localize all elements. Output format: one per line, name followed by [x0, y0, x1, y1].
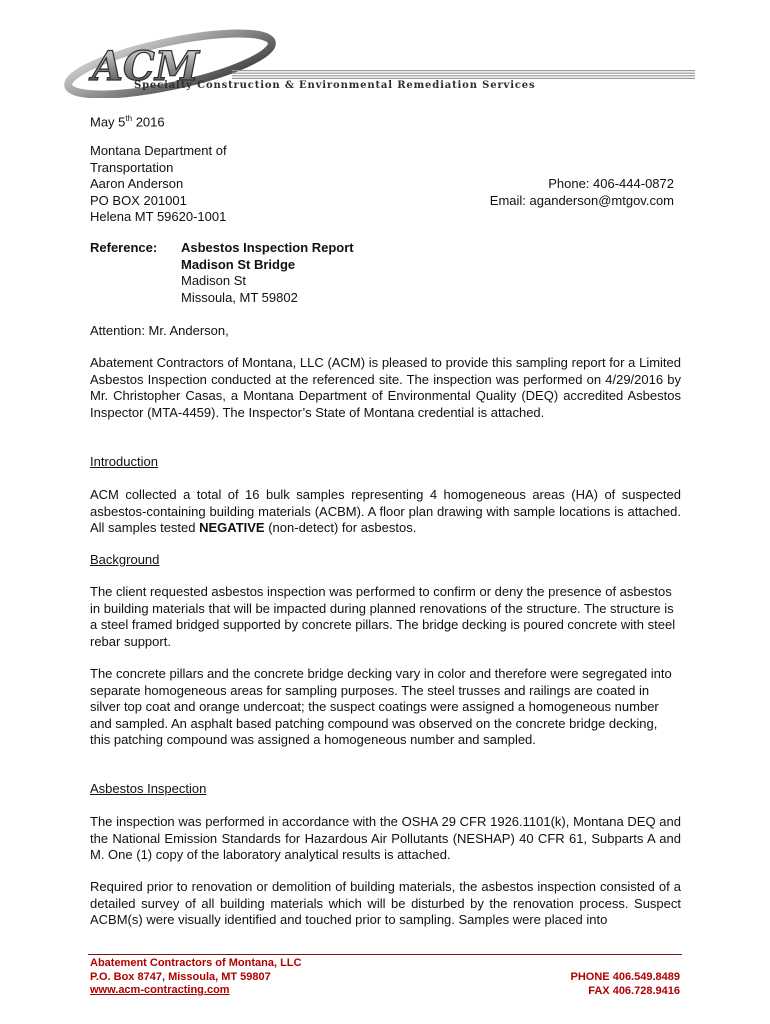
footer-fax: FAX 406.728.9416 — [588, 984, 680, 997]
reference-street: Madison St — [181, 273, 247, 289]
recipient-contact — [450, 176, 674, 209]
attention-line: Attention: Mr. Anderson, — [90, 323, 229, 338]
recipient-po-box: PO BOX 201001 — [90, 192, 187, 208]
reference-city: Missoula, MT 59802 — [181, 289, 298, 305]
footer-phone: PHONE 406.549.8489 — [570, 971, 680, 983]
reference-block — [181, 240, 354, 306]
background-paragraph-2: The concrete pillars and the concrete bridge decking vary in color and therefore were segregated into separate homogeneous areas for sampling purposes. The steel trusses and railings are coated in silver top coat and orange undercoat; the suspect coatings were assigned a homogeneous number and sampled. An asphalt based patching compound was observed on the concrete bridge decking, this patching compound was assigned a homogeneous number and sampled. — [90, 666, 672, 748]
company-tagline: Specialty Construction & Environmental Remediation Services — [134, 80, 536, 91]
recipient-name: Aaron Anderson — [90, 176, 184, 192]
reference-subtitle: Madison St Bridge — [181, 256, 296, 272]
intro-paragraph: Abatement Contractors of Montana, LLC (ACM) is pleased to provide this sampling report for a Limited Asbestos Inspection conducted at the referenced site. The inspection was performed on 4/29/2016 by Mr. Christopher Casas, a Montana Department of Environmental Quality (DEQ) accredited Asbestos Inspector (MTA-4459). The Inspector’s State of Montana credential is attached. — [90, 355, 681, 420]
introduction-heading: Introduction — [90, 454, 158, 469]
reference-title: Asbestos Inspection Report — [181, 240, 354, 255]
footer-website-link[interactable]: www.acm-contracting.com — [90, 984, 230, 996]
asbestos-inspection-heading: Asbestos Inspection — [90, 781, 207, 796]
asbestos-inspection-paragraph-2: Required prior to renovation or demolition of building materials, the asbestos inspection consisted of a detailed survey of all building materials which will be disturbed by the renovation process. Suspect ACBM(s) were visually identified and touched prior to sampling. Samples were placed into — [90, 879, 681, 928]
footer-company-name: Abatement Contractors of Montana, LLC — [90, 957, 302, 969]
reference-label: Reference: — [90, 240, 158, 255]
recipient-phone: Phone: 406-444-0872 — [548, 176, 674, 191]
footer-contact-numbers — [480, 971, 680, 998]
asbestos-inspection-paragraph-1: The inspection was performed in accordance with the OSHA 29 CFR 1926.1101(k), Montana DEQ and the National Emission Standards for Hazardous Air Pollutants (NESHAP) 40 CFR 61, Subparts A and M. One (1) copy of the laboratory analytical results is attached. — [90, 814, 681, 863]
introduction-paragraph: ACM collected a total of 16 bulk samples representing 4 homogeneous areas (HA) of suspected asbestos-containing building materials (ACBM). A floor plan drawing with sample locations is attached. All samples tested NEGATIVE (non-detect) for asbestos. — [90, 487, 681, 536]
recipient-city: Helena MT 59620-1001 — [90, 209, 227, 225]
footer-divider — [88, 954, 682, 955]
header-stripes — [232, 70, 695, 79]
recipient-address — [90, 143, 227, 226]
recipient-org-line2: Transportation — [90, 159, 174, 175]
footer-address: P.O. Box 8747, Missoula, MT 59807 — [90, 970, 271, 983]
background-paragraph-1: The client requested asbestos inspection was performed to confirm or deny the presence of asbestos in building materials that will be impacted during planned renovations of the structure. The structure is a steel framed bridged supported by concrete pillars. The bridge decking is poured concrete with steel rebar support. — [90, 584, 676, 649]
background-heading: Background — [90, 552, 160, 567]
recipient-email: Email: aganderson@mtgov.com — [489, 192, 674, 208]
recipient-org-line1: Montana Department of — [90, 143, 227, 158]
svg-text:ACM: ACM — [92, 43, 200, 90]
letter-date: May 5th 2016 — [90, 114, 165, 130]
footer-company-info — [90, 957, 301, 998]
